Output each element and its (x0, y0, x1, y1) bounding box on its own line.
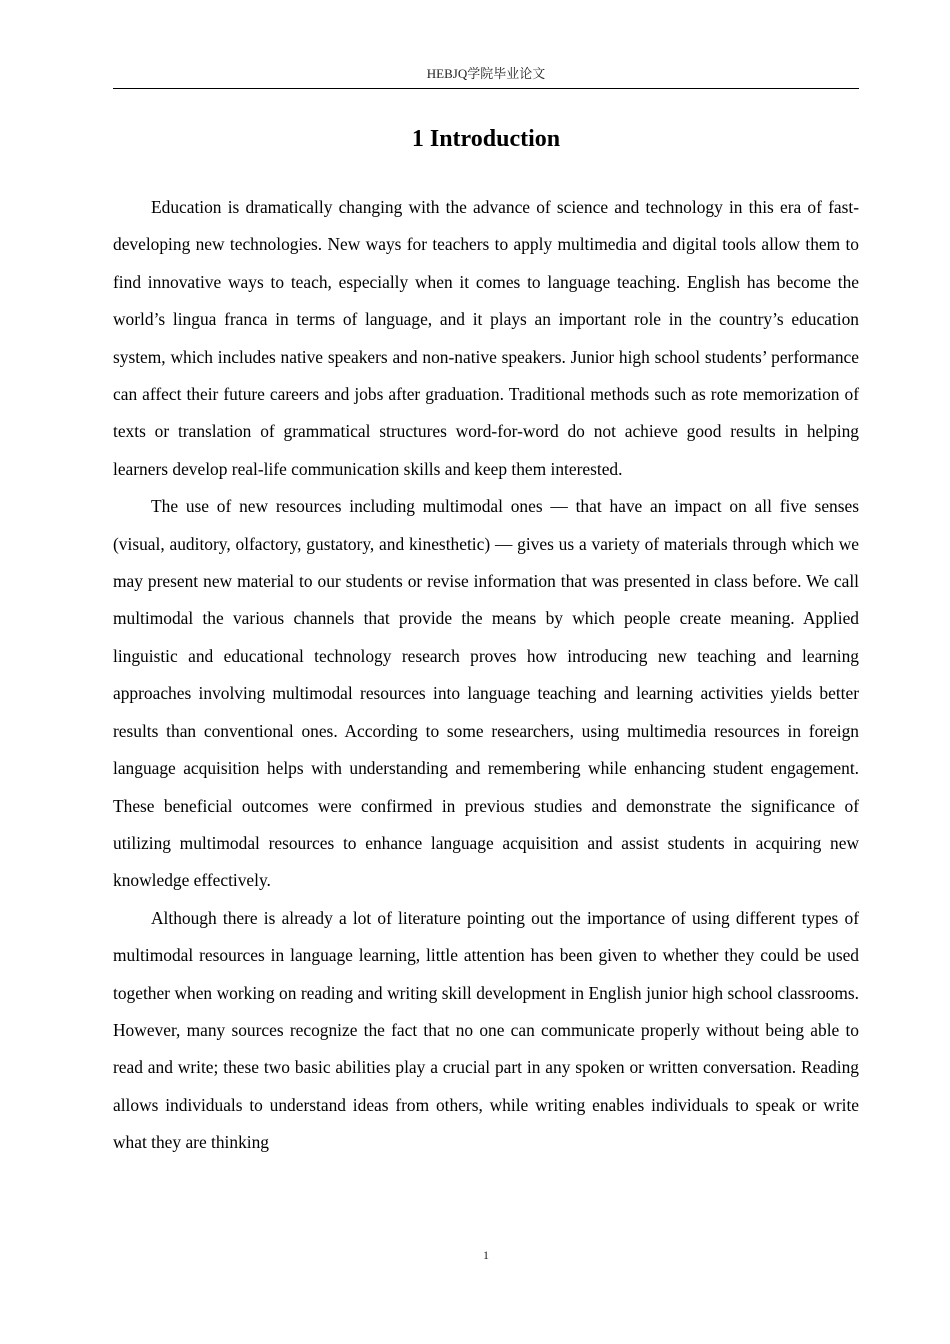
body-text (113, 189, 859, 1162)
paragraph: Education is dramatically changing with the advance of science and technology in this era of fast-developing new technologies. New ways for teachers to apply multimedia and digital tools allow them to find innovative ways to teach, especially when it comes to language teaching. English has become the world’s lingua franca in terms of language, and it plays an important role in the country’s education system, which includes native speakers and non-native speakers. Junior high school students’ performance can affect their future careers and jobs after graduation. Traditional methods such as rote memorization of texts or translation of grammatical structures word-for-word do not achieve good results in helping learners develop real-life communication skills and keep them interested. (113, 197, 859, 479)
running-header: HEBJQ学院毕业论文 (426, 66, 546, 81)
header-rule (113, 88, 859, 89)
paragraph: The use of new resources including multimodal ones — that have an impact on all five senses (visual, auditory, olfactory, gustatory, and kinesthetic) — gives us a variety of materials through which we may present new material to our students or revise information that was presented in class before. We call multimodal the various channels that provide the means by which people create meaning. Applied linguistic and educational technology research proves how introducing new teaching and learning approaches involving multimodal resources into language teaching and learning activities yields better results than conventional ones. According to some researchers, using multimedia resources in foreign language acquisition helps with understanding and remembering while enhancing student engagement. These beneficial outcomes were confirmed in previous studies and demonstrate the significance of utilizing multimodal resources to enhance language acquisition and assist students in acquiring new knowledge effectively. (113, 496, 859, 891)
chapter-title: 1 Introduction (411, 126, 561, 152)
page-number: 1 (483, 1248, 489, 1262)
paragraph: Although there is already a lot of literature pointing out the importance of using different types of multimodal resources in language learning, little attention has been given to whether they could be used together when working on reading and writing skill development in English junior high school classrooms. However, many sources recognize the fact that no one can communicate properly without being able to read and write; these two basic abilities play a crucial part in any spoken or written conversation. Reading allows individuals to understand ideas from others, while writing enables individuals to speak or write what they are thinking (113, 907, 859, 1153)
